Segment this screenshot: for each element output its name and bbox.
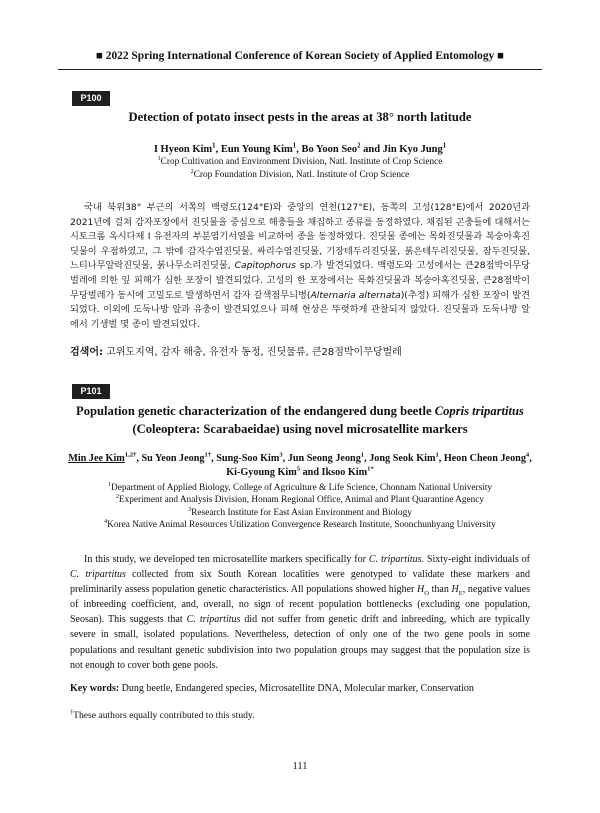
- p101-affiliation-4: $^4$Korea Native Animal Resources Utilization Convergence Research Institute, Soonchunhyang University: [104, 518, 496, 530]
- p100-affiliation-1: $^1$Crop Cultivation and Environment Division, Natl. Institute of Crop Science: [157, 155, 443, 167]
- p101-affiliation-2: $^2$Experiment and Analysis Division, Honam Regional Office, Animal and Plant Quarantine Agency: [115, 493, 485, 505]
- conference-header: ■ 2022 Spring International Conference of Korean Society of Applied Entomology ■: [96, 50, 504, 62]
- header-rule: [58, 69, 542, 70]
- p100-abstract: 국내 북위38° 부근의 서쪽의 백령도(124°E)와 중앙의 연천(127°E), 동쪽의 고성(128°E)에서 2020년과 2021년에 걸쳐 감자포장에서 진딧물을 중심으로 해충들을 채집하고 종류를 동정하였다. 채집된 곤충들에 대해서는 시토크롬 옥시다제 I 유전자의 부분염기서열을 비교하여 종을 동정하였다. 진딧물 종에는 목화진딧물과 복숭아혹진딧물이 우점하였고, 그 밖에 감자수염진딧물, 싸리수염진딧물, 기장테두리진딧물, 붉은테두리진딧물, 잠두진딧물, 느티나무알락진딧물, 붉나무소리진딧물, Capitophorus sp.가 발견되었다. 백령도와 고성에서는 큰28점박이무당벌레에 의한 잎 피해가 심한 포장이 발견되었다. 고성의 한 포장에서는 목화진딧물과 복숭아혹진딧물, 큰28점박이무당벌레가 동시에 고밀도로 발생하면서 감자 갈색점무늬병(Alternaria alternata)(추정) 피해가 심한 포장이 발견되었다. 이외에 도둑나방 알과 유충이 발견되었으나 피해 현상은 뚜렷하게 관찰되지 않았다. 진딧물과 도둑나방 알에서 기생벌 몇 종이 발견되었다.: [70, 202, 531, 330]
- poster-tag-p100: P100: [72, 91, 110, 106]
- p101-keywords: Key words: Dung beetle, Endangered species, Microsatellite DNA, Molecular marker, Conservation: [70, 683, 474, 694]
- p100-authors: I Hyeon Kim$^1$, Eun Young Kim$^1$, Bo Yoon Seo$^2$ and Jin Kyo Jung$^1$: [153, 142, 447, 155]
- page-number: 111: [292, 761, 308, 772]
- p101-title: Population genetic characterization of the endangered dung beetle Copris tripartitus (Coleoptera: Scarabaeidae) using novel microsatellite markers: [76, 404, 524, 436]
- p101-abstract: In this study, we developed ten microsatellite markers specifically for C. tripartitus. Sixty-eight individuals of C. tripartitus collected from six South Korean localities were genotyped to validate these markers and preliminarily assess population genetic characteristics. All populations showed higher $H_O$ than $H_E$, negative values of inbreeding coefficient, and, overall, no sign of recent population bottlenecks (excluding one population, Seosan). This suggests that C. tripartitus did not suffer from genetic drift and inbreeding, which are typically severe in small, isolated populations. Nevertheless, detection of only one of the two gene pools in some populations and resultant genetic subdivision into two population groups may suggest that the population size is not enough to cover both gene pools.: [70, 554, 530, 671]
- p100-title: Detection of potato insect pests in the areas at 38° north latitude: [128, 110, 472, 124]
- p100-affiliation-2: $^2$Crop Foundation Division, Natl. Institute of Crop Science: [190, 168, 410, 180]
- footnote: †These authors equally contributed to this study.: [70, 708, 255, 721]
- poster-tag-p101: P101: [72, 384, 110, 399]
- p101-affiliation-1: $^1$Department of Applied Biology, College of Agriculture & Life Science, Chonnam National University: [107, 481, 492, 493]
- p100-keywords: 검색어: 고위도지역, 감자 해충, 유전자 동정, 진딧물류, 큰28점박이무당벌레: [70, 347, 402, 358]
- p101-authors: Min Jee Kim$^{1,2\dagger}$, Su Yeon Jeong$^{1\dagger}$, Sung-Soo Kim$^3$, Jun Seong Jeong$^1$, Jong Seok Kim$^1$, Heon Cheon Jeong$^4$, Ki-Gyoung Kim$^5$ and Iksoo Kim$^{1*}$: [68, 451, 532, 478]
- p101-affiliation-3: $^3$Research Institute for East Asian Environment and Biology: [188, 506, 412, 518]
